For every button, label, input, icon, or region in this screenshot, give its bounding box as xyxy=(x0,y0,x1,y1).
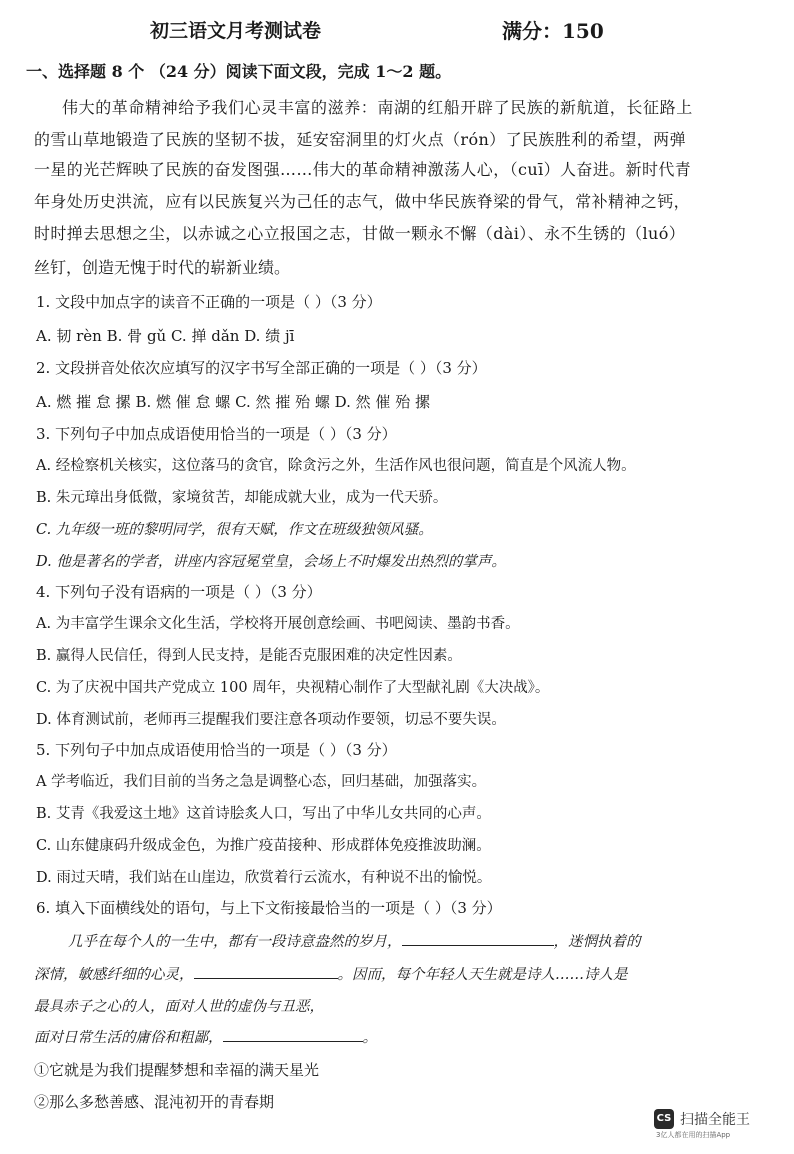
question-stem: 4. 下列句子没有语病的一项是（ ）（3 分） xyxy=(36,583,322,601)
full-score: 满分：150 xyxy=(502,19,604,43)
watermark-subtitle: 3亿人都在用的扫描App xyxy=(656,1131,731,1139)
option-c: C. 九年级一班的黎明同学，很有天赋，作文在班级独领风骚。 xyxy=(36,522,433,538)
option-b: B. 艾青《我爱这土地》这首诗脍炙人口，写出了中华儿女共同的心声。 xyxy=(36,806,491,822)
choice-item: ②那么多愁善感、混沌初开的青春期 xyxy=(34,1093,275,1111)
option-c: C. 山东健康码升级成金色，为推广疫苗接种、形成群体免疫推波助澜。 xyxy=(36,838,491,854)
answer-blank xyxy=(223,1027,363,1042)
fill-line xyxy=(34,963,628,987)
answer-blank xyxy=(402,931,554,946)
option-b: B. 赢得人民信任，得到人民支持，是能否克服困难的决定性因素。 xyxy=(36,648,462,664)
answer-blank xyxy=(194,964,338,979)
fill-line xyxy=(68,930,641,954)
option-d: D. 雨过天晴，我们站在山崖边，欣赏着行云流水，有种说不出的愉悦。 xyxy=(36,870,492,886)
question-stem: 2. 文段拼音处依次应填写的汉字书写全部正确的一项是（ ）（3 分） xyxy=(36,359,487,377)
option-a: A. 经检察机关核实，这位落马的贪官，除贪污之外，生活作风也很问题，简直是个风流人物。 xyxy=(36,458,636,474)
camscanner-logo-icon: CS xyxy=(654,1109,674,1129)
fill-text: 深情，敏感纤细的心灵， xyxy=(34,967,194,983)
passage-line: 年身处历史洪流，应有以民族复兴为己任的志气，做中华民族脊梁的骨气，常补精神之钙， xyxy=(34,192,691,211)
scanner-watermark xyxy=(654,1107,764,1143)
question-stem: 3. 下列句子中加点成语使用恰当的一项是（ ）（3 分） xyxy=(36,425,397,443)
watermark-name: 扫描全能王 xyxy=(680,1112,750,1128)
passage-line: 丝钉，创造无愧于时代的崭新业绩。 xyxy=(34,258,291,277)
passage-line: 一星的光芒辉映了民族的奋发图强……伟大的革命精神激荡人心，（cuī）人奋进。新时代青 xyxy=(34,160,692,179)
question-stem: 1. 文段中加点字的读音不正确的一项是（ ）（3 分） xyxy=(36,293,382,311)
option-a: A. 为丰富学生课余文化生活，学校将开展创意绘画、书吧阅读、墨韵书香。 xyxy=(36,616,520,632)
option-d: D. 体育测试前，老师再三提醒我们要注意各项动作要领，切忌不要失误。 xyxy=(36,712,506,728)
fill-line: 最具赤子之心的人，面对人世的虚伪与丑恶， xyxy=(34,999,324,1015)
option-c: C. 为了庆祝中国共产党成立 100 周年，央视精心制作了大型献礼剧《大决战》。 xyxy=(36,680,550,696)
fill-line xyxy=(34,1026,377,1050)
question-stem: 5. 下列句子中加点成语使用恰当的一项是（ ）（3 分） xyxy=(36,741,397,759)
passage-line: 时时掸去思想之尘，以赤诚之心立报国之志，甘做一颗永不懈（dài）、永不生锈的（luó） xyxy=(34,224,686,243)
option-b: B. 朱元璋出身低微，家境贫苦，却能成就大业，成为一代天骄。 xyxy=(36,490,448,506)
fill-text: 几乎在每个人的一生中，都有一段诗意盎然的岁月， xyxy=(68,934,402,950)
option-d: D. 他是著名的学者，讲座内容冠冕堂皇，会场上不时爆发出热烈的掌声。 xyxy=(36,554,506,570)
passage-line: 伟大的革命精神给予我们心灵丰富的滋养：南湖的红船开辟了民族的新航道，长征路上 xyxy=(62,98,693,117)
question-options: A. 韧 rèn B. 骨 gǔ C. 掸 dǎn D. 绩 jī xyxy=(36,327,295,345)
question-options: A. 燃 摧 怠 摞 B. 燃 催 怠 螺 C. 然 摧 殆 螺 D. 然 催 殆 摞 xyxy=(36,393,430,411)
choice-item: ①它就是为我们提醒梦想和幸福的满天星光 xyxy=(34,1061,320,1079)
fill-text: ，迷惘执着的 xyxy=(553,934,641,950)
page-title: 初三语文月考测试卷 xyxy=(150,20,322,42)
section-heading: 一、选择题 8 个 （24 分）阅读下面文段，完成 1～2 题。 xyxy=(26,62,452,81)
fill-text: 。因而，每个年轻人天生就是诗人……诗人是 xyxy=(337,967,628,983)
fill-text: 面对日常生活的庸俗和粗鄙， xyxy=(34,1030,223,1046)
question-stem: 6. 填入下面横线处的语句，与上下文衔接最恰当的一项是（ ）（3 分） xyxy=(36,899,502,917)
fill-text: 。 xyxy=(362,1030,377,1046)
passage-line: 的雪山草地锻造了民族的坚韧不拔，延安窑洞里的灯火点（rón）了民族胜利的希望，两弹 xyxy=(34,130,686,149)
option-a: A 学考临近，我们目前的当务之急是调整心态，回归基础，加强落实。 xyxy=(36,774,487,790)
